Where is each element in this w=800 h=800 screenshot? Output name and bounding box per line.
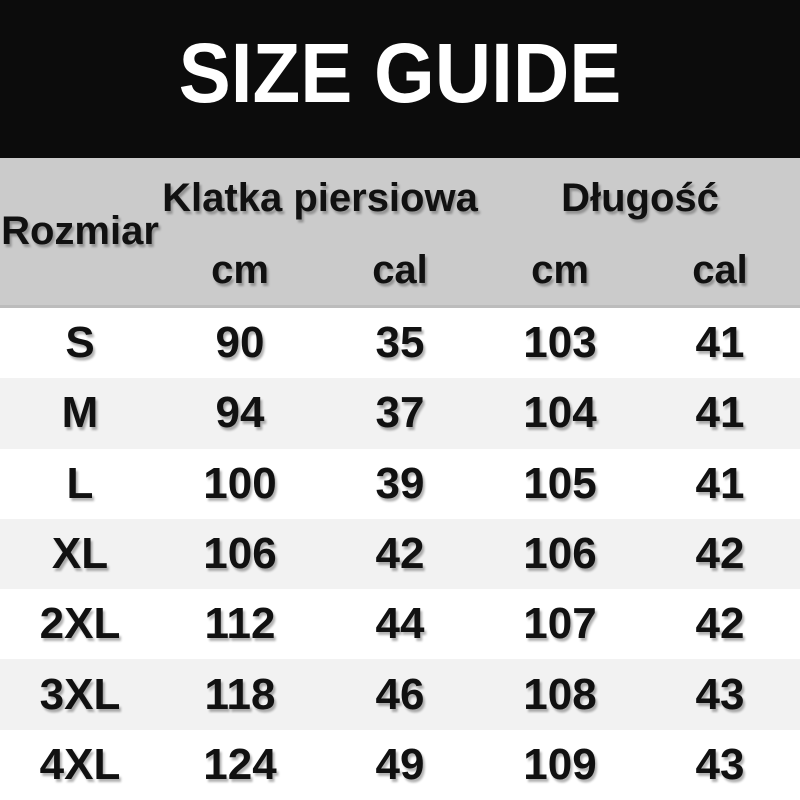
length-cm-value: 107 [523,599,597,649]
length-cal-value: 43 [695,669,745,719]
table-row [0,378,800,448]
size-label: 4XL [39,739,121,789]
size-column-header: Rozmiar [1,209,159,253]
length-cm-unit-label: cm [531,248,589,292]
chest-units-row [160,248,480,292]
chest-cal-unit-label: cal [372,248,428,292]
length-cal-value: 41 [695,318,745,368]
size-label: S [65,318,95,368]
length-cal-value: 41 [695,458,745,508]
chest-cal-value: 44 [375,599,425,649]
chest-cm-value: 112 [204,599,276,649]
table-header [0,158,800,308]
chest-cm-value: 100 [203,458,277,508]
length-cal-value: 41 [695,388,745,438]
length-units-row [480,248,800,292]
chest-cal-value: 39 [375,458,425,508]
table-row [0,730,800,800]
length-cm-value: 109 [523,739,597,789]
length-cal-value: 42 [695,599,745,649]
length-cm-value: 105 [523,458,597,508]
chest-cal-value: 49 [375,739,425,789]
size-label: XL [51,528,109,578]
banner [0,0,800,158]
length-group-label: Długość [561,176,719,220]
chest-cal-value: 46 [375,669,425,719]
length-cm-value: 103 [523,318,597,368]
length-cm-value: 104 [523,388,597,438]
chest-group-label: Klatka piersiowa [162,176,478,220]
chest-cm-value: 118 [204,669,276,719]
chest-cm-value: 94 [215,388,265,438]
chest-cal-value: 37 [375,388,425,438]
page-title: SIZE GUIDE [178,26,622,120]
chest-cm-unit-label: cm [211,248,269,292]
table-row [0,519,800,589]
length-cm-value: 108 [523,669,597,719]
chest-column-group [160,158,480,305]
chest-cm-value: 106 [203,528,277,578]
table-row [0,589,800,659]
size-label: L [66,458,94,508]
chest-cal-value: 42 [375,528,425,578]
chest-cm-value: 124 [203,739,277,789]
size-table-body [0,308,800,800]
size-label: M [61,388,99,438]
length-cal-value: 43 [695,739,745,789]
length-column-group [480,158,800,305]
chest-cm-value: 90 [215,318,265,368]
length-cal-unit-label: cal [692,248,748,292]
length-cal-value: 42 [695,528,745,578]
length-cm-value: 106 [523,528,597,578]
table-row [0,308,800,378]
size-label: 2XL [39,599,121,649]
table-row [0,659,800,729]
chest-cal-value: 35 [375,318,425,368]
size-label: 3XL [39,669,121,719]
table-row [0,449,800,519]
